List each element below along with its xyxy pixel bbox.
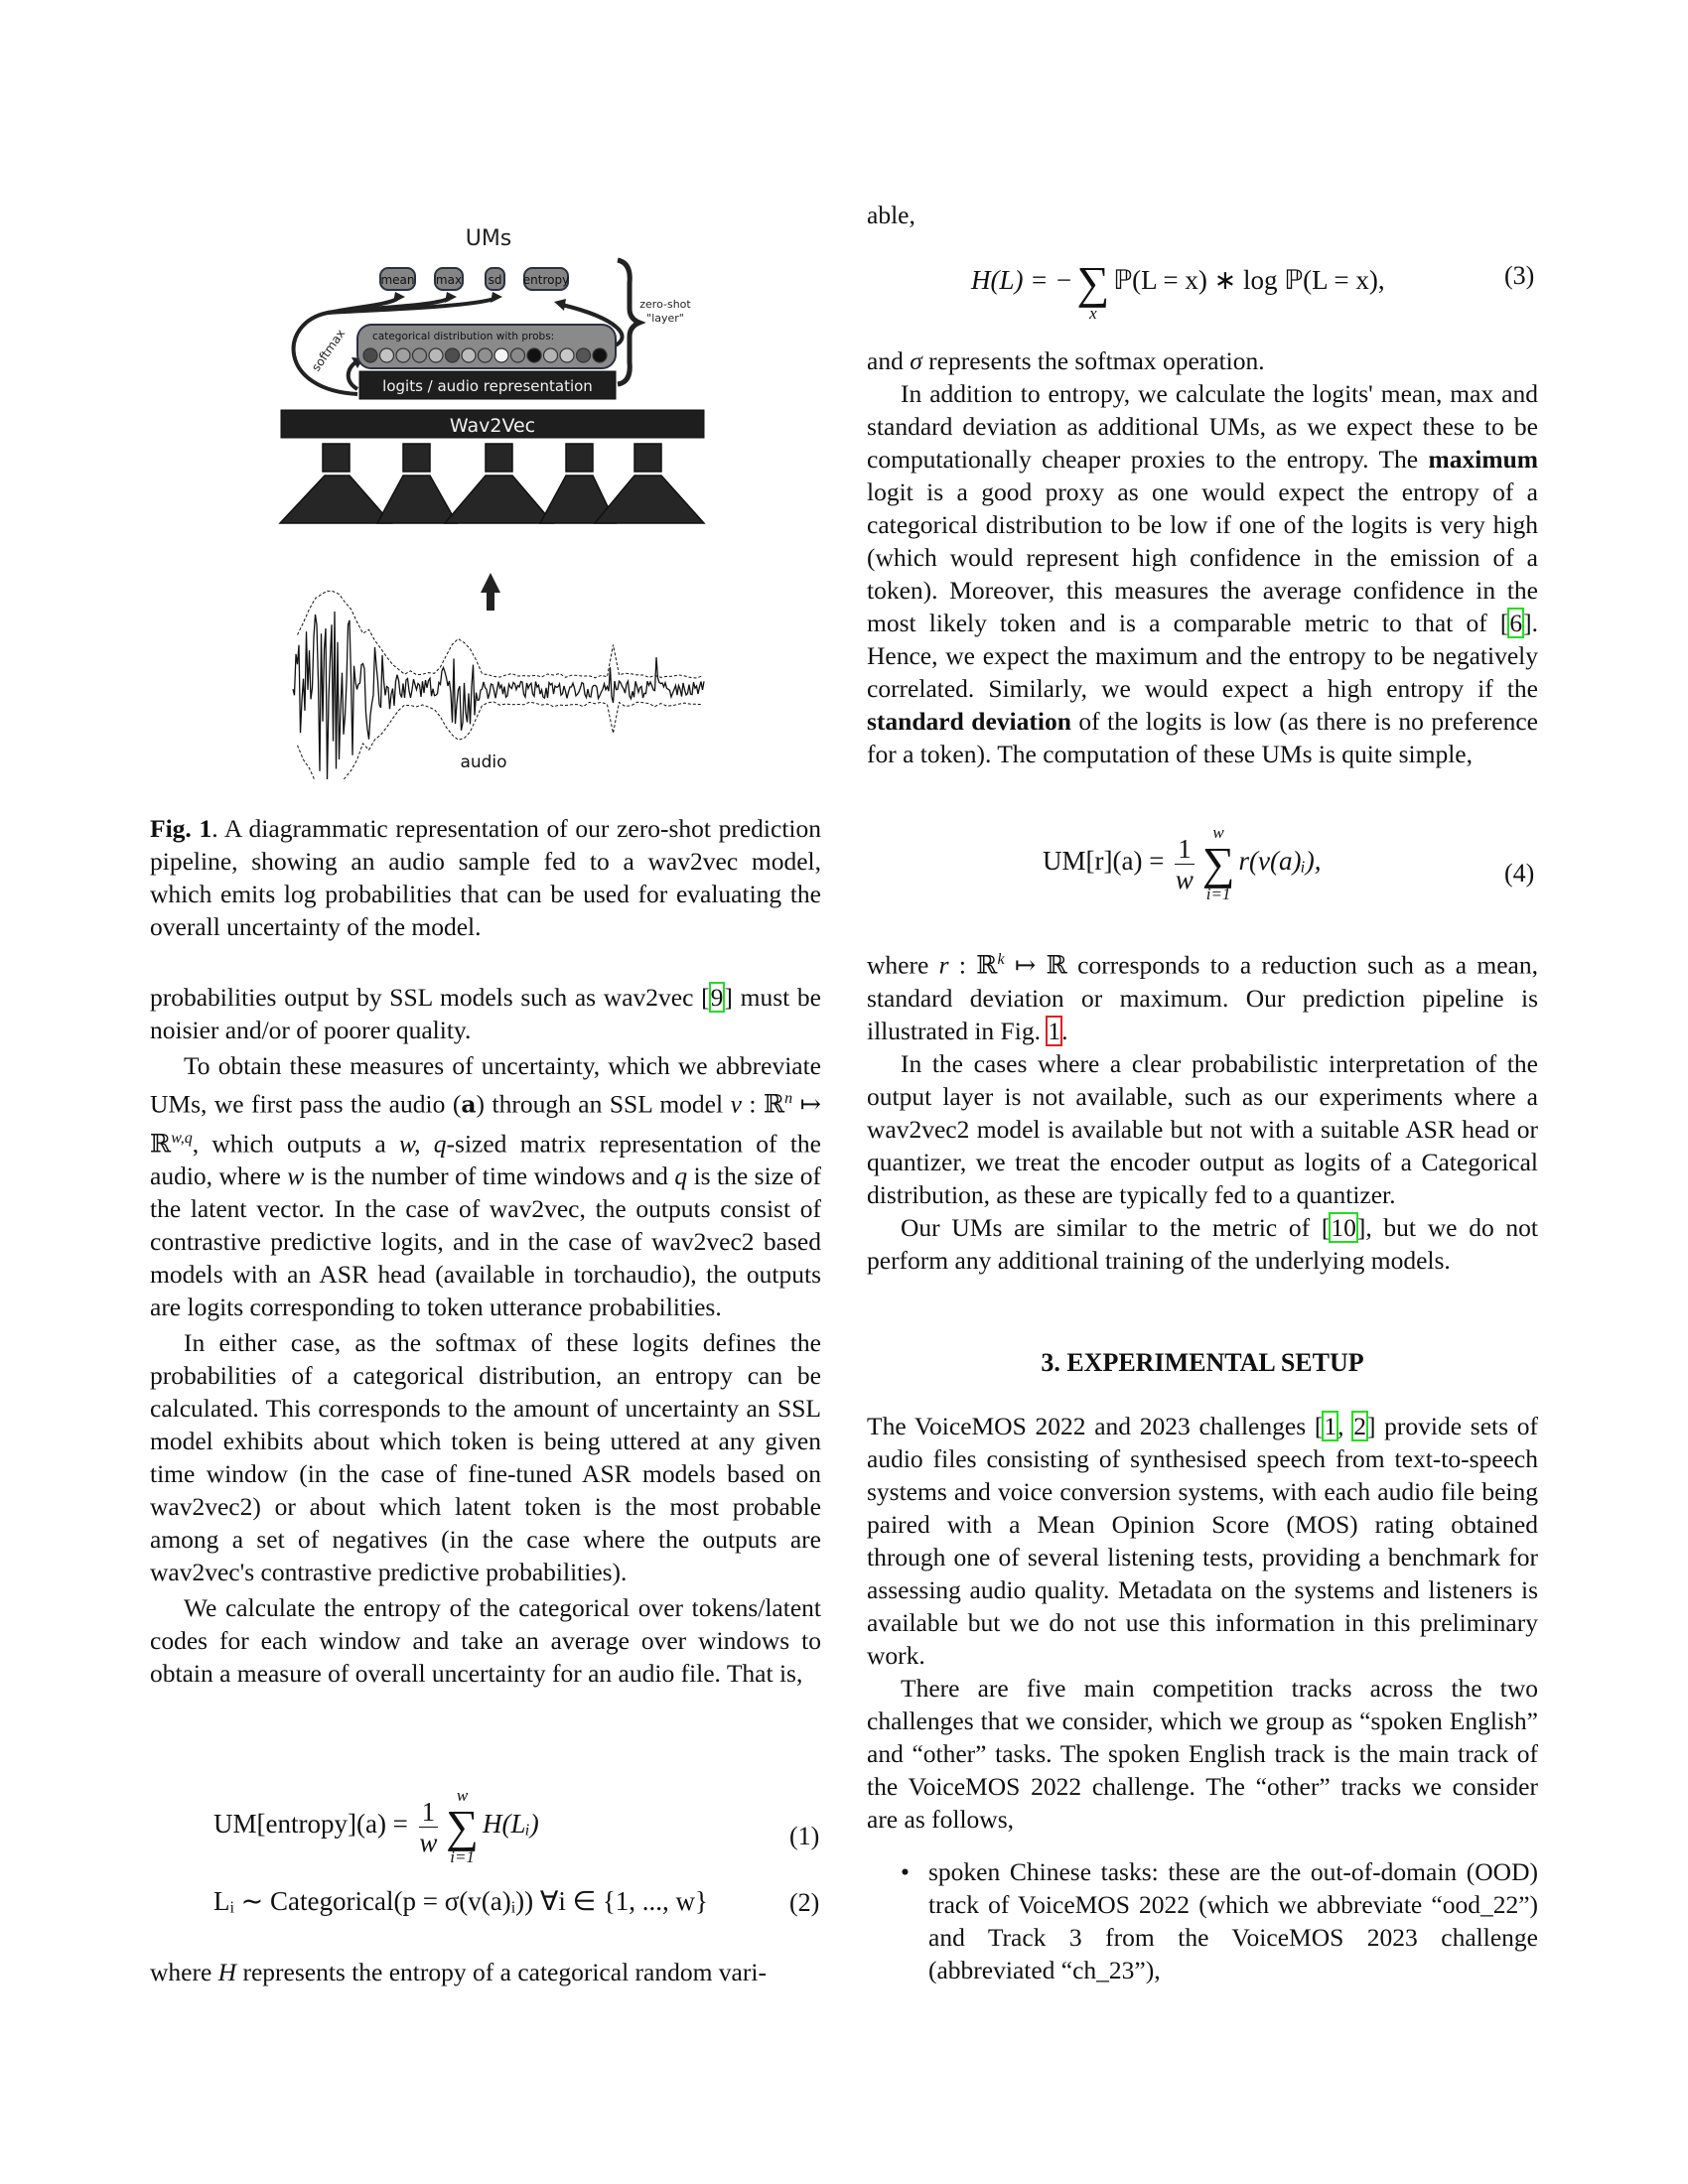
equation-3: H(L) = − ∑ x ℙ(L = x) ∗ log ℙ(L = x), (971, 257, 1385, 323)
paragraph: In the cases where a clear probabilistic interpretation of the output layer is not available, such as our experiments where a wav2vec2 model is available but not with a suitable ASR head or quantizer, we treat the encoder output as logits of a Categorical distribution, as these are typically fed to a quantizer. (867, 1048, 1538, 1209)
left-column-text-end (150, 1956, 821, 1988)
equation-2: Lᵢ ∼ Categorical(p = σ(v(a)ᵢ)) ∀i ∈ {1, ..., w} (213, 1886, 709, 1916)
paragraph: and σ represents the softmax operation. (867, 346, 1265, 375)
logits-box (359, 371, 616, 399)
figure-label: Fig. 1 (150, 814, 212, 843)
right-column-text (867, 1410, 1538, 1986)
layer-label: "layer" (646, 312, 684, 325)
paragraph: We calculate the entropy of the categorical over tokens/latent codes for each window and take an average over windows to obtain a measure of overall uncertainty for an audio file. That is, (150, 1593, 821, 1688)
paragraph: where H represents the entropy of a categorical random vari- (150, 1958, 767, 1986)
figure-1-diagram (268, 223, 715, 779)
bullet-icon: • (901, 1857, 910, 1886)
paragraph: In addition to entropy, we calculate the logits' mean, max and standard deviation as additional UMs, as we expect these to be computationally cheaper proxies to the entropy. The maximum logit is a good proxy as one would expect the entropy of a categorical distribution to be low if one of the logits is very high (which would represent high confidence in the emission of a token). Moreover, this measures the average confidence in the most likely token and is a comparable metric to that of [6]. Hence, we expect the maximum and the entropy to be negatively correlated. Similarly, we would expect a high entropy if the standard deviation of the logits is low (as there is no preference for a token). The computation of these UMs is quite simple, (867, 379, 1538, 768)
svg-text:sd: sd (488, 273, 502, 287)
probability-circles (363, 348, 607, 362)
svg-text:mean: mean (380, 273, 415, 287)
conv-feature-encoder (280, 444, 704, 523)
figure-ref-link[interactable]: 1 (1048, 1016, 1061, 1045)
right-column-text (867, 344, 1538, 770)
um-box-entropy (523, 268, 569, 290)
um-box-sd (486, 268, 504, 290)
svg-text:Wav2Vec: Wav2Vec (449, 415, 536, 437)
equation-1: UM[entropy](a) = $\frac{1}{w}$ w ∑ i=1 H(Lᵢ) (213, 1786, 539, 1866)
svg-text:categorical distribution with: categorical distribution with probs: (372, 331, 555, 342)
paragraph: probabilities output by SSL models such as wav2vec [9] must be noisier and/or of poorer quality. (150, 983, 821, 1044)
paragraph: To obtain these measures of uncertainty, which we abbreviate UMs, we first pass the audio (a) through an SSL model v : ℝ$^n$ ↦ ℝ$^{w,q}$, which outputs a w, q-sized matrix representation of the audio, where w is the number of time windows and q is the size of the latent vector. In the case of wav2vec, the outputs consist of contrastive predictive logits, and in the case of wav2vec2 based models with an ASR head (available in torchaudio), the outputs are logits corresponding to token utterance probabilities. (150, 1051, 821, 1321)
caption-text: . A diagrammatic representation of our zero-shot prediction pipeline, showing an audio sample fed to a wav2vec model, which emits log probabilities that can be used for evaluating the overall uncertainty of the model. (150, 814, 821, 941)
equation-number: (1) (789, 1822, 820, 1850)
citation-link[interactable]: 10 (1331, 1212, 1356, 1242)
citation-link[interactable]: 6 (1509, 609, 1523, 637)
citation-link[interactable]: 1 (1324, 1412, 1337, 1440)
paragraph: In either case, as the softmax of these logits defines the probabilities of a categorical distribution, an entropy can be calculated. This corresponds to the amount of uncertainty an SSL model exhibits about which token is being uttered at any given time window (in the case of fine-tuned ASR models based on wav2vec2) or about which latent token is the most probable among a set of negatives (in the case where the outputs are wav2vec's contrastive predictive probabilities). (150, 1328, 821, 1586)
citation-link[interactable]: 9 (710, 983, 724, 1012)
categorical-distribution-box (357, 325, 616, 368)
um-box-max (435, 268, 463, 290)
input-arrow-icon (481, 573, 500, 611)
zero-shot-brace (618, 260, 639, 384)
paragraph: The VoiceMOS 2022 and 2023 challenges [1, 2] provide sets of audio files consisting of synthesised speech from text-to-speech systems and voice conversion systems, with each audio file being paired with a Mean Opinion Score (MOS) rating obtained through one of several listening tests, providing a benchmark for assessing audio quality. Metadata on the systems and listeners is available but we do not use this information in this preliminary work. (867, 1412, 1539, 1670)
ums-title: UMs (465, 226, 512, 251)
wav2vec-model-bar (281, 410, 704, 438)
paragraph: Our UMs are similar to the metric of [10], but we do not perform any additional training of the underlying models. (867, 1212, 1539, 1275)
svg-text:logits / audio representation: logits / audio representation (382, 377, 593, 395)
equation-number: (4) (1504, 859, 1535, 887)
zero-shot-label: zero-shot (639, 298, 691, 311)
audio-label: audio (460, 752, 507, 772)
svg-text:max: max (435, 273, 463, 287)
equation-4: UM[r](a) = $\frac{1}{w}$ w ∑ i=1 r(v(a)ᵢ), (1043, 823, 1322, 903)
figure-caption (150, 812, 821, 943)
paragraph: able, (867, 201, 915, 229)
softmax-label: softmax (308, 326, 349, 374)
right-column-text (867, 943, 1538, 1277)
right-column-text (867, 199, 1538, 231)
section-heading: 3. EXPERIMENTAL SETUP (1041, 1348, 1364, 1377)
paragraph: There are five main competition tracks across the two challenges that we consider, which we group as “spoken English” and “other” tasks. The spoken English track is the main track of the VoiceMOS 2022 challenge. The “other” tracks we consider are as follows, (867, 1674, 1538, 1834)
paragraph: where r : ℝ$^k$ ↦ ℝ corresponds to a reduction such as a mean, standard deviation or maximum. Our prediction pipeline is illustrated in Fig. 1. (867, 950, 1538, 1045)
equation-number: (2) (789, 1888, 820, 1917)
citation-link[interactable]: 2 (1353, 1412, 1366, 1440)
left-column-text (150, 981, 821, 1690)
audio-waveform (293, 591, 704, 779)
list-item: • spoken Chinese tasks: these are the out-of-domain (OOD) track of VoiceMOS 2022 (which we abbreviate “ood_22”) and Track 3 from the VoiceMOS 2023 challenge (abbreviated “ch_23”), (901, 1857, 1538, 1984)
um-box-mean (380, 268, 415, 290)
svg-text:entropy: entropy (522, 273, 570, 287)
equation-number: (3) (1504, 261, 1535, 290)
